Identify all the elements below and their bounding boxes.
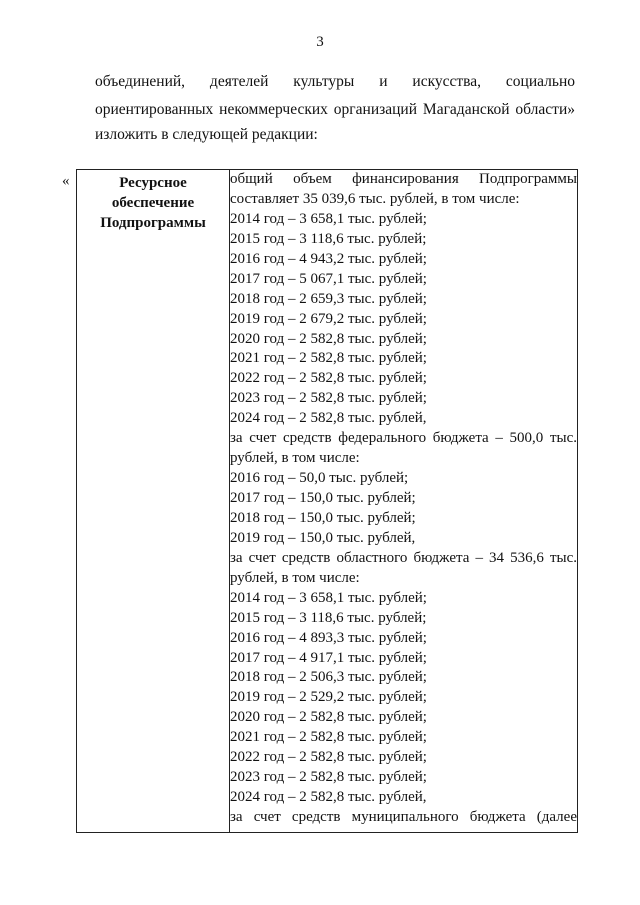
intro-paragraph-2 — [95, 99, 575, 120]
content-line: 2017 год – 5 067,1 тыс. рублей; — [230, 270, 427, 287]
label-cell — [77, 170, 230, 833]
content-line: 2017 год – 150,0 тыс. рублей; — [230, 490, 416, 506]
content-line: 2019 год – 2 679,2 тыс. рублей; — [230, 310, 427, 327]
intro-line-1: объединений, деятелей культуры и искусства, социально — [95, 73, 575, 90]
content-line: за счет средств федерального бюджета – 500,0 тыс. — [230, 430, 577, 447]
content-line: 2023 год – 2 582,8 тыс. рублей; — [230, 769, 427, 786]
content-line: 2015 год – 3 118,6 тыс. рублей; — [230, 609, 427, 626]
content-cell — [230, 170, 578, 833]
content-line: за счет средств областного бюджета – 34 536,6 тыс. — [230, 549, 577, 566]
content-line: 2016 год – 4 893,3 тыс. рублей; — [230, 629, 427, 646]
content-line: рублей, в том числе: — [230, 569, 360, 586]
intro-line-2: ориентированных некоммерческих организаций Магаданской области» — [95, 101, 575, 118]
content-line: 2015 год – 3 118,6 тыс. рублей; — [230, 230, 427, 247]
page-number: 3 — [316, 34, 324, 50]
content-line: 2022 год – 2 582,8 тыс. рублей; — [230, 749, 427, 766]
content-line: составляет 35 039,6 тыс. рублей, в том числе: — [230, 190, 520, 207]
content-line: 2014 год – 3 658,1 тыс. рублей; — [230, 210, 427, 227]
table-row — [77, 170, 578, 833]
content-line: рублей, в том числе: — [230, 450, 360, 467]
content-line: 2017 год – 4 917,1 тыс. рублей; — [230, 649, 427, 666]
content-line: 2016 год – 50,0 тыс. рублей; — [230, 470, 409, 487]
content-lines — [230, 170, 577, 828]
content-line: 2021 год – 2 582,8 тыс. рублей; — [230, 350, 427, 367]
content-line: 2024 год – 2 582,8 тыс. рублей, — [230, 410, 427, 427]
content-line: 2014 год – 3 658,1 тыс. рублей; — [230, 589, 427, 606]
intro-paragraph — [95, 71, 575, 92]
content-line: 2021 год – 2 582,8 тыс. рублей; — [230, 729, 427, 746]
content-line: 2024 год – 2 582,8 тыс. рублей, — [230, 789, 427, 806]
content-line: общий объем финансирования Подпрограммы — [230, 171, 577, 187]
content-line: 2020 год – 2 582,8 тыс. рублей; — [230, 709, 427, 726]
intro-line-3: изложить в следующей редакции: — [95, 126, 318, 143]
row-label: Ресурсное обеспечение Подпрограммы — [100, 175, 206, 231]
intro-paragraph-3 — [95, 124, 575, 145]
content-line: 2018 год – 2 659,3 тыс. рублей; — [230, 290, 427, 307]
content-line: 2022 год – 2 582,8 тыс. рублей; — [230, 370, 427, 387]
content-line: 2019 год – 2 529,2 тыс. рублей; — [230, 689, 427, 706]
content-line: 2020 год – 2 582,8 тыс. рублей; — [230, 330, 427, 347]
open-quote: « — [62, 173, 70, 189]
content-line: 2018 год – 150,0 тыс. рублей; — [230, 509, 416, 526]
content-line: 2016 год – 4 943,2 тыс. рублей; — [230, 250, 427, 267]
content-line: 2023 год – 2 582,8 тыс. рублей; — [230, 390, 427, 407]
resource-table — [76, 169, 578, 833]
content-line: 2019 год – 150,0 тыс. рублей, — [230, 529, 416, 546]
content-line: 2018 год – 2 506,3 тыс. рублей; — [230, 669, 427, 686]
content-line: за счет средств муниципального бюджета (далее — [230, 809, 577, 825]
